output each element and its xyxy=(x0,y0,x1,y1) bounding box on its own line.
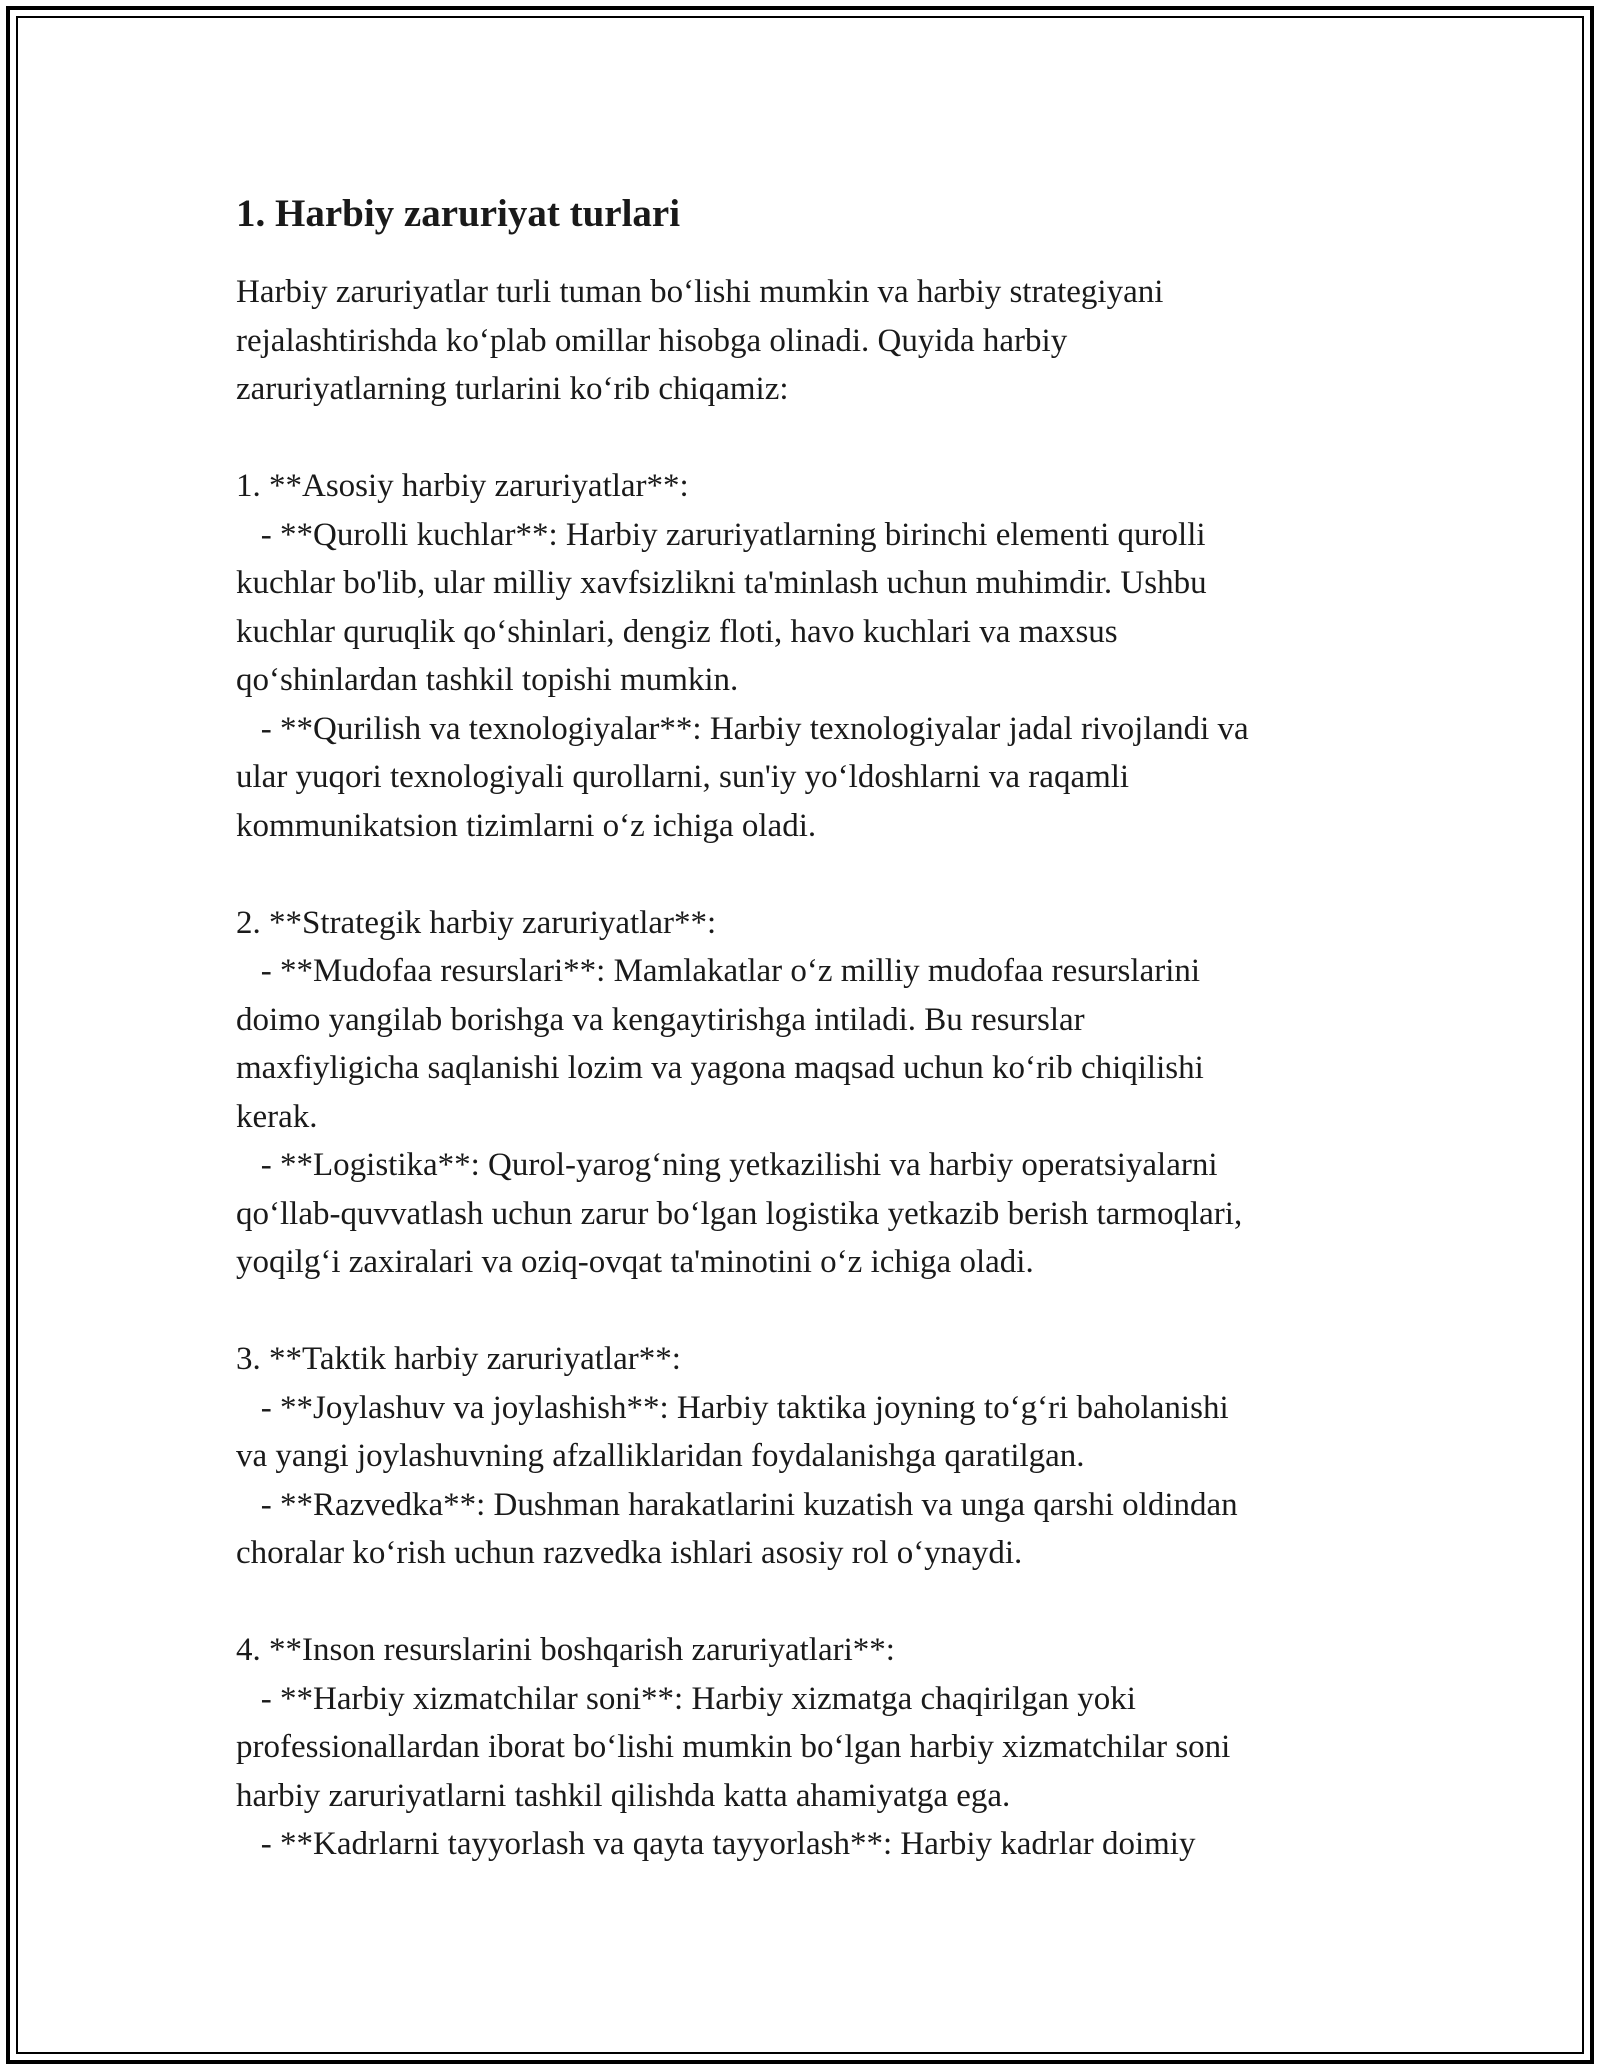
document-page xyxy=(236,180,1416,1869)
body-text: Harbiy zaruriyatlar turli tuman bo‘lishi mumkin va harbiy strategiyani rejalashtirishda ko‘plab omillar hisobga olinadi. Quyida harbiy zaruriyatlarning turlarini ko‘rib chiqamiz: 1. **Asosiy harbiy zaruriyatlar**: - **Qurolli kuchlar**: Harbiy zaruriyatlarning birinchi elementi qurolli kuchlar bo'lib, ular milliy xavfsizlikni ta'minlash uchun muhimdir. Ushbu kuchlar quruqlik qo‘shinlari, dengiz floti, havo kuchlari va maxsus qo‘shinlardan tashkil topishi mumkin. - **Qurilish va texnologiyalar**: Harbiy texnologiyalar jadal rivojlandi va ular yuqori texnologiyali qurollarni, sun'iy yo‘ldoshlarni va raqamli kommunikatsion tizimlarni o‘z ichiga oladi. 2. **Strategik harbiy zaruriyatlar**: - **Mudofaa resurslari**: Mamlakatlar o‘z milliy mudofaa resurslarini doimo yangilab borishga va kengaytirishga intiladi. Bu resurslar maxfiyligicha saqlanishi lozim va yagona maqsad uchun ko‘rib chiqilishi kerak. - **Logistika**: Qurol-yarog‘ning yetkazilishi va harbiy operatsiyalarni qo‘llab-quvvatlash uchun zarur bo‘lgan logistika yetkazib berish tarmoqlari, yoqilg‘i zaxiralari va oziq-ovqat ta'minotini o‘z ichiga oladi. 3. **Taktik harbiy zaruriyatlar**: - **Joylashuv va joylashish**: Harbiy taktika joyning to‘g‘ri baholanishi va yangi joylashuvning afzalliklaridan foydalanishga qaratilgan. - **Razvedka**: Dushman harakatlarini kuzatish va unga qarshi oldindan choralar ko‘rish uchun razvedka ishlari asosiy rol o‘ynaydi. 4. **Inson resurslarini boshqarish zaruriyatlari**: - **Harbiy xizmatchilar soni**: Harbiy xizmatga chaqirilgan yoki professionallardan iborat bo‘lishi mumkin bo‘lgan harbiy xizmatchilar soni harbiy zaruriyatlarni tashkil qilishda katta ahamiyatga ega. - **Kadrlarni tayyorlash va qayta tayyorlash**: Harbiy kadrlar doimiy xyxy=(236,274,1249,1862)
section-heading: 1. Harbiy zaruriyat turlari xyxy=(236,192,681,235)
